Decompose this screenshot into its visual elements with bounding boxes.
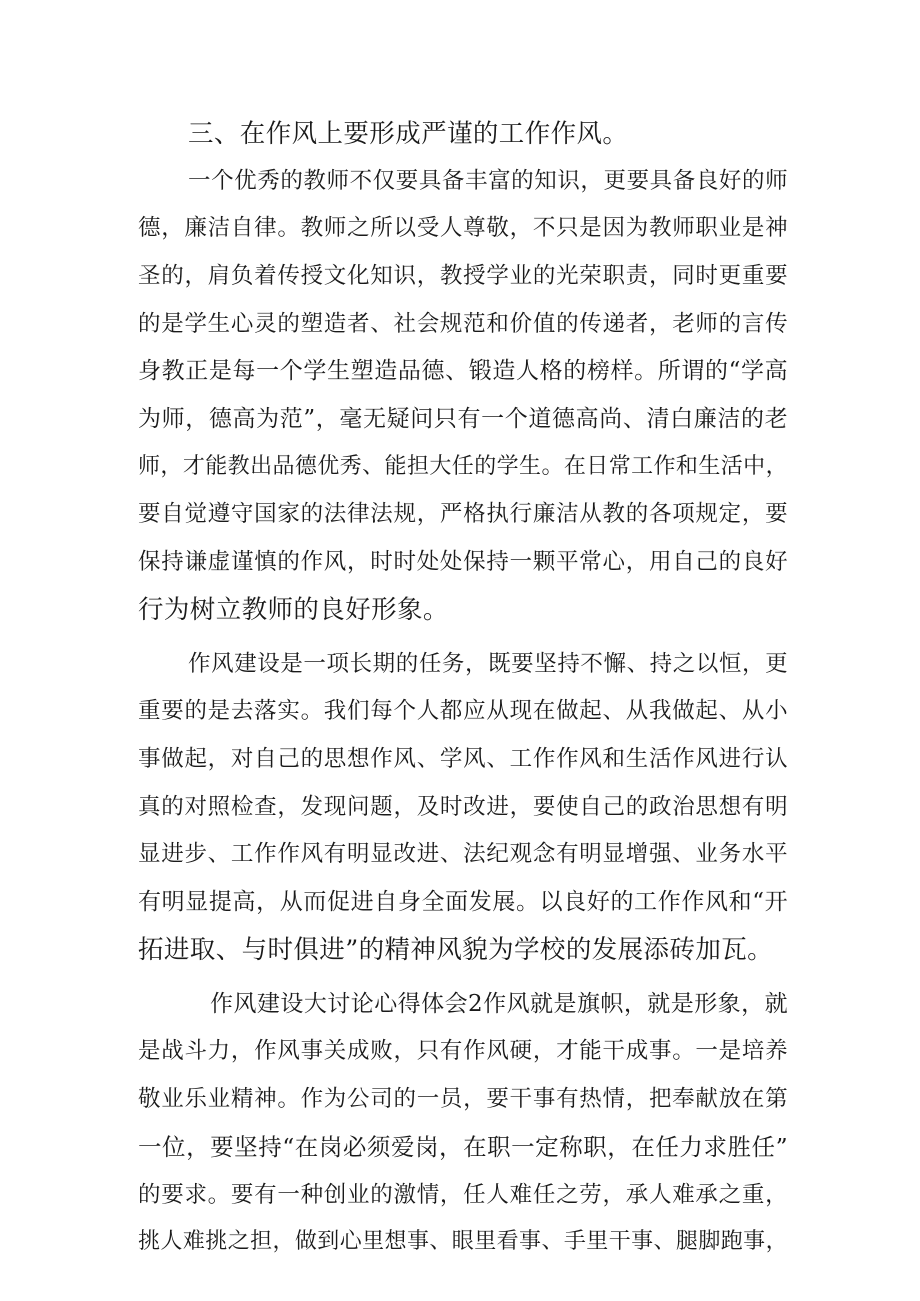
text-line: 一个优秀的教师不仅要具备丰富的知识，更要具备良好的师 <box>188 168 788 194</box>
text-line: 行为树立教师的良好形象。 <box>138 595 449 625</box>
section-heading: 三、在作风上要形成严谨的工作作风。 <box>188 119 629 149</box>
text-line: 师，才能教出品德优秀、能担大任的学生。在日常工作和生活中， <box>138 454 788 479</box>
text-line: 挑人难挑之担，做到心里想事、眼里看事、手里干事、腿脚跑事， <box>138 1229 788 1254</box>
text-line: 重要的是去落实。我们每个人都应从现在做起、从我做起、从小 <box>138 698 788 724</box>
text-line: 一位，要坚持“在岗必须爱岗，在职一定称职，在任力求胜任” <box>138 1133 788 1161</box>
text-line: 拓进取、与时俱进”的精神风貌为学校的发展添砖加瓦。 <box>138 935 774 965</box>
text-line: 作风建设是一项长期的任务，既要坚持不懈、持之以恒，更 <box>188 651 788 677</box>
text-line: 的是学生心灵的塑造者、社会规范和价值的传递者，老师的言传 <box>138 311 788 337</box>
text-line: 要自觉遵守国家的法律法规，严格执行廉洁从教的各项规定，要 <box>138 501 788 527</box>
text-line: 有明显提高，从而促进自身全面发展。以良好的工作作风和“开 <box>138 889 788 915</box>
text-line: 保持谦虚谨慎的作风，时时处处保持一颗平常心，用自己的良好 <box>138 549 788 575</box>
text-line: 的要求。要有一种创业的激情，任人难任之劳，承人难承之重， <box>138 1182 788 1208</box>
text-line: 作风建设大讨论心得体会2作风就是旗帜，就是形象，就 <box>210 991 788 1017</box>
text-line: 圣的，肩负着传授文化知识，教授学业的光荣职责，同时更重要 <box>138 263 788 289</box>
text-line: 事做起，对自己的思想作风、学风、工作作风和生活作风进行认 <box>138 746 788 772</box>
text-line: 身教正是每一个学生塑造品德、锻造人格的榜样。所谓的“学高 <box>138 358 788 384</box>
text-line: 德，廉洁自律。教师之所以受人尊敬，不只是因为教师职业是神 <box>138 215 788 241</box>
text-line: 是战斗力，作风事关成败，只有作风硬，才能干成事。一是培养 <box>138 1038 788 1064</box>
text-line: 显进步、工作作风有明显改进、法纪观念有明显增强、业务水平 <box>138 841 788 867</box>
text-line: 真的对照检查，发现问题，及时改进，要使自己的政治思想有明 <box>138 794 788 820</box>
text-line: 敬业乐业精神。作为公司的一员，要干事有热情，把奉献放在第 <box>138 1086 788 1112</box>
text-line: 为师，德高为范”，毫无疑问只有一个道德高尚、清白廉洁的老 <box>138 406 788 432</box>
